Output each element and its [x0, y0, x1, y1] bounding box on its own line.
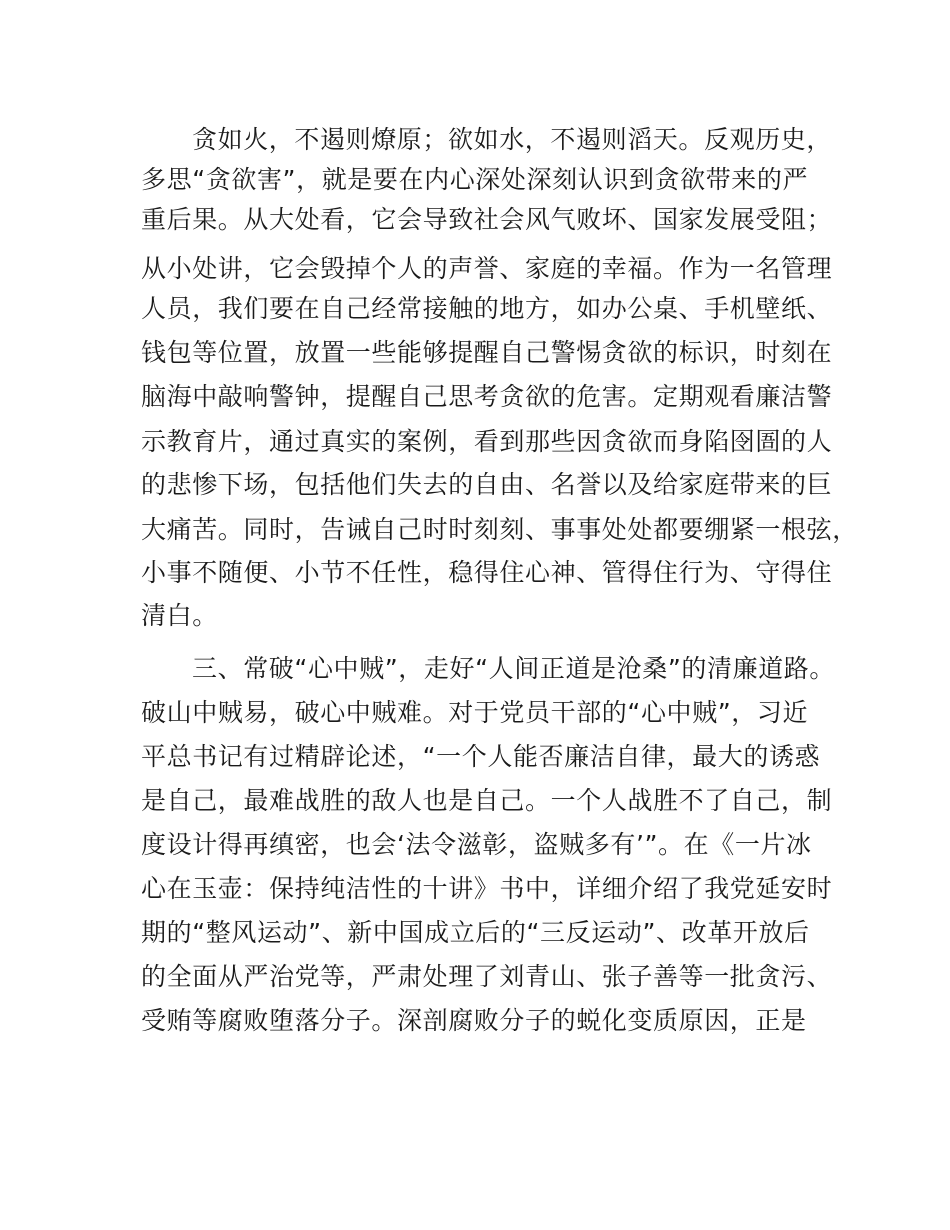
text-line: 重后果。从大处看，它会导致社会风气败坏、国家发展受阻； [141, 205, 833, 234]
text-line: 从小处讲，它会毁掉个人的声誉、家庭的幸福。作为一名管理 [141, 254, 833, 283]
text-line: 清白。 [141, 601, 218, 630]
text-line: 贪如火，不遏则燎原；欲如水，不遏则滔天。反观历史， [192, 125, 833, 154]
text-line: 钱包等位置，放置一些能够提醒自己警惕贪欲的标识，时刻在 [141, 338, 833, 367]
text-line: 受贿等腐败堕落分子。深剖腐败分子的蜕化变质原因，正是 [141, 1006, 807, 1035]
text-line: 度设计得再缜密，也会‘法令滋彰，盗贼多有’”。在《一片冰 [141, 830, 812, 859]
text-line: 三、常破“心中贼”，走好“人间正道是沧桑”的清廉道路。 [192, 654, 836, 683]
text-line: 心在玉壶：保持纯洁性的十讲》书中，详细介绍了我党延安时 [141, 874, 833, 903]
text-line: 破山中贼易，破心中贼难。对于党员干部的“心中贼”，习近 [141, 698, 809, 727]
text-line: 大痛苦。同时，告诫自己时时刻刻、事事处处都要绷紧一根弦， [141, 515, 858, 544]
text-line: 平总书记有过精辟论述，“一个人能否廉洁自律，最大的诱惑 [141, 742, 821, 771]
text-line: 期的“整风运动”、新中国成立后的“三反运动”、改革开放后 [141, 918, 810, 947]
text-line: 人员，我们要在自己经常接触的地方，如办公桌、手机壁纸、 [141, 294, 833, 323]
text-line: 小事不随便、小节不任性，稳得住心神、管得住行为、守得住 [141, 558, 833, 587]
text-line: 示教育片，通过真实的案例，看到那些因贪欲而身陷囹圄的人 [141, 427, 833, 456]
text-line: 的全面从严治党等，严肃处理了刘青山、张子善等一批贪污、 [141, 962, 833, 991]
text-line: 的悲惨下场，包括他们失去的自由、名誉以及给家庭带来的巨 [141, 470, 833, 499]
text-line: 脑海中敲响警钟，提醒自己思考贪欲的危害。定期观看廉洁警 [141, 382, 833, 411]
text-line: 多思“贪欲害”，就是要在内心深处深刻认识到贪欲带来的严 [141, 165, 809, 194]
text-line: 是自己，最难战胜的敌人也是自己。一个人战胜不了自己，制 [141, 786, 833, 815]
